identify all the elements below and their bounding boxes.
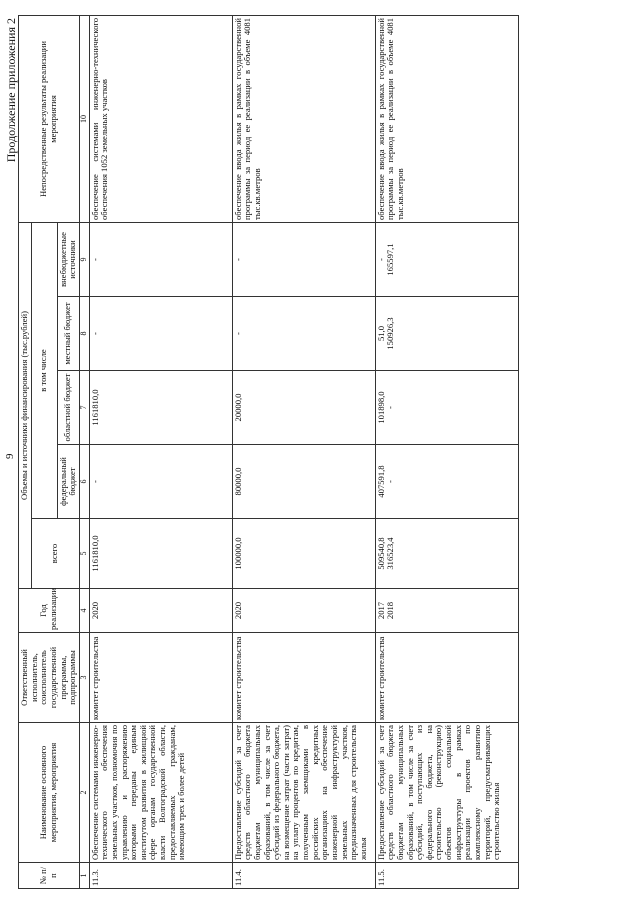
row-years — [375, 589, 518, 633]
row-total-value: 100000,0 — [232, 537, 243, 570]
col-number: 8 — [79, 297, 89, 371]
header-local: местный бюджет — [57, 297, 79, 371]
row-result: обеспечение системами инженерно-технического обеспечения 1052 земельных участков — [89, 15, 232, 222]
row-total — [375, 519, 518, 589]
row-year: 2020 — [232, 601, 243, 620]
row-result: обеспечение ввода жилья в рамках государственной программы за период ее реализации в объеме 4081 тыс.кв.метров — [232, 15, 375, 222]
row-name: Предоставление субсидий за счет средств областного бюджета бюджетам муниципальных образований, в том числе за счет субсидий из федерального бюджета, на возмещение затрат (части затрат) на уплату процентов по кредитам, полученным заемщиками в российских кредитных организациях на обеспечение инженерной инфраструктурой земельных участков, предназначенных для строительства жилья — [232, 723, 375, 863]
header-incl: в том числе — [31, 222, 57, 518]
row-regional-value: 101898,0 — [375, 391, 386, 424]
header-executor: Ответственный исполнитель, соисполнитель государственной программы, подпрограммы — [19, 633, 80, 723]
header-row-1 — [19, 15, 32, 888]
row-year: 2017 — [375, 601, 386, 620]
row-local-value: 51,0 — [375, 325, 386, 342]
financing-table — [18, 15, 519, 889]
row-num: 11.3. — [89, 863, 232, 889]
col-number: 3 — [79, 633, 89, 723]
col-number: 10 — [79, 15, 89, 222]
row-federal-value: - — [89, 480, 100, 483]
row-year: 2018 — [385, 601, 396, 620]
row-federal — [232, 445, 375, 519]
row-extra — [89, 222, 232, 296]
row-executor: комитет строительства — [89, 633, 232, 723]
column-number-row — [79, 15, 89, 888]
header-regional: областной бюджет — [57, 371, 79, 445]
row-extra-value: - — [375, 258, 386, 261]
row-years — [89, 589, 232, 633]
row-federal-value: 407591,8 — [375, 465, 386, 498]
col-number: 6 — [79, 445, 89, 519]
table-row — [375, 15, 518, 888]
row-executor: комитет строительства — [232, 633, 375, 723]
table-row — [232, 15, 375, 888]
row-year: 2020 — [89, 601, 100, 620]
row-regional — [375, 371, 518, 445]
row-executor: комитет строительства — [375, 633, 518, 723]
row-total-value: 316523,4 — [385, 537, 396, 570]
row-local-value: - — [89, 332, 100, 335]
row-extra — [232, 222, 375, 296]
row-extra — [375, 222, 518, 296]
row-total — [232, 519, 375, 589]
row-total-value: 509540,8 — [375, 537, 386, 570]
row-num: 11.5. — [375, 863, 518, 889]
col-number: 5 — [79, 519, 89, 589]
col-number: 4 — [79, 589, 89, 633]
row-regional-value: - — [385, 406, 396, 409]
header-year: Год реализации — [19, 589, 80, 633]
row-regional-value: 20000,0 — [232, 393, 243, 422]
row-total — [89, 519, 232, 589]
row-local-value: 150926,3 — [385, 317, 396, 350]
row-local-value: - — [232, 332, 243, 335]
row-years — [232, 589, 375, 633]
row-local — [232, 297, 375, 371]
continuation-title: Продолжение приложения 2 — [4, 18, 18, 163]
col-number: 2 — [79, 723, 89, 863]
row-federal — [89, 445, 232, 519]
page-number: 9 — [4, 453, 16, 459]
row-local — [89, 297, 232, 371]
row-extra-value: - — [89, 258, 100, 261]
header-federal: федеральный бюджет — [57, 445, 79, 519]
row-name: Предоставление субсидий за счет средств областного бюджета бюджетам муниципальных образований, в том числе за счет субсидий, поступающих из федерального бюджета, на строительство (реконструкцию) объектов социальной инфраструктуры в рамках реализации проектов по комплексному развитию территорий, предусматривающих строительство жилья — [375, 723, 518, 863]
row-num: 11.4. — [232, 863, 375, 889]
row-total-value: 1161810,0 — [89, 535, 100, 572]
header-name: Наименование основного мероприятия, мероприятия — [19, 723, 80, 863]
row-regional — [232, 371, 375, 445]
row-extra-value: - — [232, 258, 243, 261]
row-regional — [89, 371, 232, 445]
row-federal — [375, 445, 518, 519]
header-volume-group: Объемы и источники финансирования (тыс.рублей) — [19, 222, 32, 588]
col-number: 9 — [79, 222, 89, 296]
row-extra-value: 165597,1 — [385, 243, 396, 276]
row-name: Обеспечение системами инженерно-технического обеспечения земельных участков, полномочия по управлению и распоряжению которыми переданы единым институтом развития в жилищной сфере органам государственной власти Волгоградской области, предоставляемых гражданам, имеющим трех и более детей — [89, 723, 232, 863]
header-result: Непосредственные результаты реализации мероприятия — [19, 15, 80, 222]
header-extra: внебюджетные источники — [57, 222, 79, 296]
row-federal-value: 80000,0 — [232, 467, 243, 496]
row-federal-value: - — [385, 480, 396, 483]
row-local — [375, 297, 518, 371]
header-total: всего — [31, 519, 79, 589]
row-regional-value: 1161810,0 — [89, 389, 100, 426]
table-row — [89, 15, 232, 888]
header-num: № п/п — [19, 863, 80, 889]
col-number: 7 — [79, 371, 89, 445]
col-number: 1 — [79, 863, 89, 889]
row-result: обеспечение ввода жилья в рамках государственной программы за период ее реализации в объеме 4081 тыс.кв.метров — [375, 15, 518, 222]
